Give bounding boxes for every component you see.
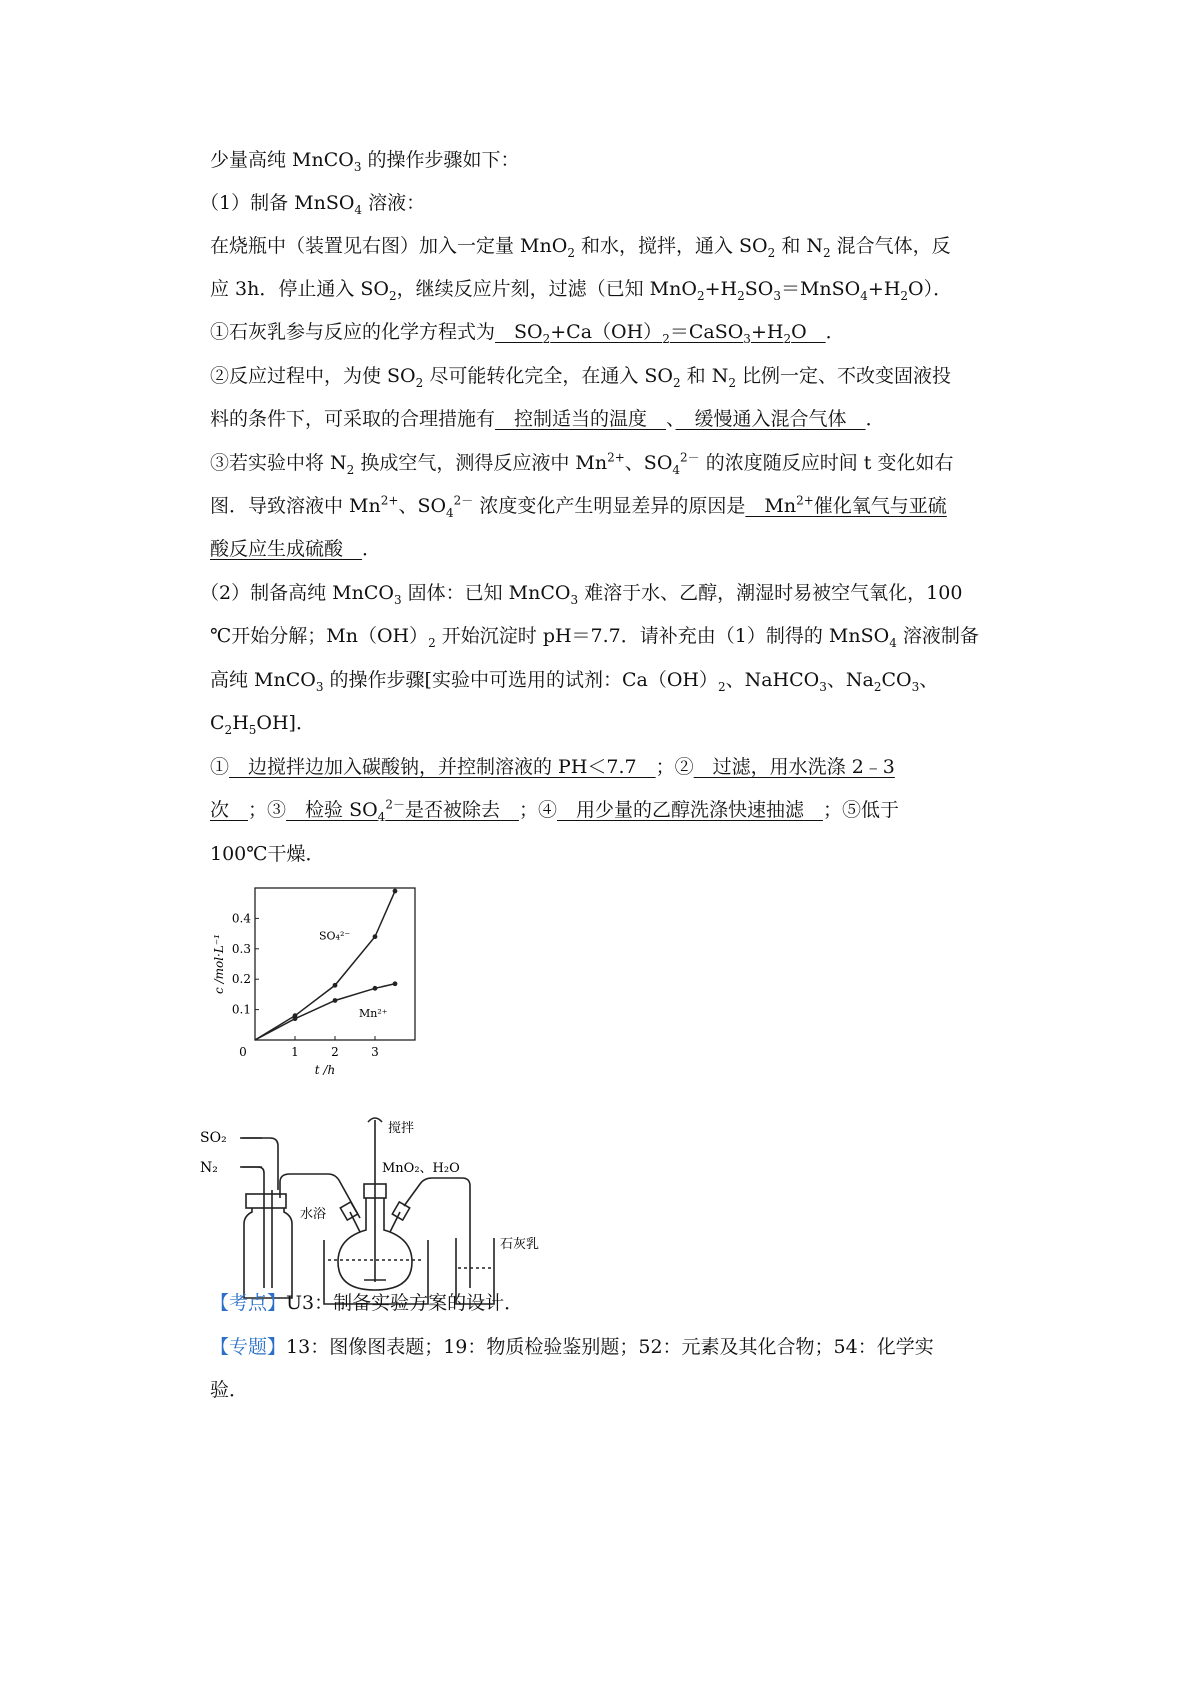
answer-steps: ① 边搅拌边加入碳酸钠，并控制溶液的 PH＜7.7 ；② 过滤，用水洗涤 2﹣3 (210, 756, 895, 778)
y-tick-label: 0.3 (231, 941, 251, 956)
text-line: 应 3h．停止通入 $SO_2$，继续反应片刻，过滤（已知 $MnO_2+H_2SO_3=MnSO_4+H_2O$）． (210, 278, 953, 303)
stir-label: 搅拌 (388, 1121, 415, 1136)
data-point (393, 981, 398, 986)
text-line: 料的条件下，可采取的合理措施有 控制适当的温度 、 缓慢通入混合气体 ． (210, 408, 885, 430)
question-2: ②反应过程中，为使 $SO_2$ 尽可能转化完全，在通入 $SO_2$ 和 $N_2$ 比例一定、不改变固液投 (210, 365, 952, 390)
text-line: 验． (210, 1379, 249, 1401)
kaodian-tag: 【考点】 (210, 1292, 287, 1314)
x-tick-label: 1 (291, 1045, 299, 1059)
x-tick-label: 2 (331, 1045, 339, 1059)
question-3: ③若实验中将 $N_2$ 换成空气，测得反应液中 $Mn^{2+}$、$SO_4^{2-}$ 的浓度随反应时间 t 变化如右 (210, 450, 954, 477)
question-1: ①石灰乳参与反应的化学方程式为 $SO_2+Ca(OH)_2=CaSO_3+H_2O$ ． (210, 321, 845, 346)
x-axis-label: t /h (314, 1063, 336, 1077)
so2-label: SO₂ (200, 1130, 227, 1146)
zhuanti-tag: 【专题】 (210, 1336, 287, 1358)
answer-3-cont: 酸反应生成硫酸 (210, 538, 363, 560)
chart-frame (255, 888, 415, 1040)
y-tick-label: 0.4 (231, 911, 251, 926)
lime-label: 石灰乳 (500, 1237, 540, 1252)
step-2: 过滤，用水洗涤 2﹣3 (693, 756, 895, 778)
apparatus-diagram (200, 1112, 580, 1312)
data-point (333, 983, 338, 988)
answer-2b: 缓慢通入混合气体 (675, 408, 866, 430)
answer-2a: 控制适当的温度 (495, 408, 667, 430)
x-tick-label: 3 (371, 1045, 379, 1059)
text-line: 在烧瓶中（装置见右图）加入一定量 MnO$_2$ 和水，搅拌，通入 $SO_2$ 和 $N_2$ 混合气体，反 (210, 235, 951, 260)
x-tick-label: 0 (239, 1045, 247, 1059)
answer-1: $SO_2+Ca(OH)_2=CaSO_3+H_2O$ (495, 321, 826, 346)
text-line: $C_2H_5OH$]． (210, 712, 315, 737)
data-point (373, 934, 378, 939)
text-line: 图．导致溶液中 $Mn^{2+}$、$SO_4^{2-}$ 浓度变化产生明显差异的原因是 $Mn^{2+}$催化氧气与亚硫 (210, 493, 947, 520)
concentration-chart (200, 880, 460, 1100)
series-label: Mn²⁺ (359, 1007, 388, 1021)
answer-3: $Mn^{2+}$催化氧气与亚硫 (745, 493, 947, 517)
step-1: 边搅拌边加入碳酸钠，并控制溶液的 PH＜7.7 (229, 756, 656, 778)
zhuanti: 【专题】13：图像图表题；19：物质检验鉴别题；52：元素及其化合物；54：化学实 (210, 1336, 934, 1358)
section-heading: （2）制备高纯 MnCO$_3$ 固体：已知 MnCO$_3$ 难溶于水、乙醇，潮湿时易被空气氧化，100 (200, 582, 963, 607)
mno2-label: MnO₂、H₂O (382, 1161, 460, 1176)
text-line: 少量高纯 MnCO$_3$ 的操作步骤如下： (210, 149, 520, 174)
text-line: 100℃干燥． (210, 843, 325, 865)
text-line: 酸反应生成硫酸 ． (210, 538, 382, 560)
data-point (393, 889, 398, 894)
n2-label: N₂ (200, 1160, 218, 1176)
section-heading: （1）制备 MnSO$_4$ 溶液： (200, 192, 426, 217)
water-bath-label: 水浴 (300, 1207, 327, 1222)
data-point (333, 998, 338, 1003)
gas-bottle (244, 1208, 292, 1298)
text-line: ℃开始分解；$Mn(OH)_2$ 开始沉淀时 pH＝7.7．请补充由（1）制得的 MnSO$_4$ 溶液制备 (210, 625, 979, 650)
text-line: 高纯 MnCO$_3$ 的操作步骤[实验中可选用的试剂：$Ca(OH)_2$、NaHCO$_3$、$Na_2CO_3$、 (210, 669, 939, 694)
kaodian: 【考点】U3：制备实验方案的设计． (210, 1292, 524, 1314)
step-3: 检验 $SO_4^{2-}$是否被除去 (286, 797, 519, 824)
series-label: SO₄²⁻ (319, 929, 351, 943)
data-point (373, 986, 378, 991)
y-tick-label: 0.1 (231, 1002, 251, 1017)
y-tick-label: 0.2 (231, 972, 251, 987)
step-4: 用少量的乙醇洗涤快速抽滤 (556, 799, 823, 821)
data-point (293, 1016, 298, 1021)
y-axis-label: c /mol·L⁻¹ (212, 934, 226, 994)
text-line: 次 ；③ 检验 $SO_4^{2-}$是否被除去 ；④ 用少量的乙醇洗涤快速抽滤 ；⑤低于 (210, 797, 900, 824)
